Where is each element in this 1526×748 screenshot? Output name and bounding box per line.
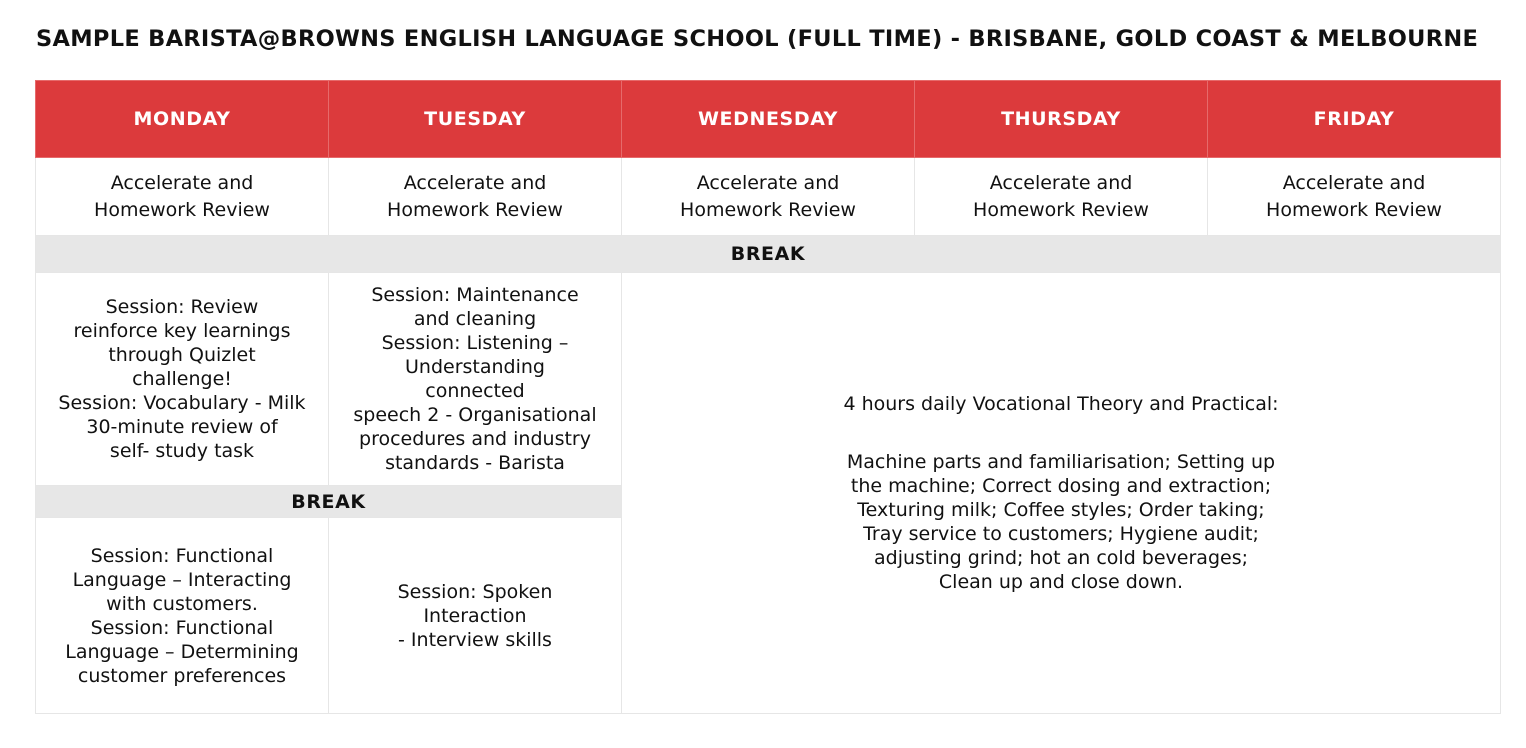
session-line: procedures and industry	[359, 428, 591, 450]
session-line: and cleaning	[413, 308, 537, 330]
morning-line: Homework Review	[94, 198, 270, 221]
session-line: 30-minute review of	[86, 416, 278, 438]
morning-line: Accelerate and	[989, 171, 1133, 194]
session-line: Session: Review	[105, 296, 259, 318]
session-line: speech 2 - Organisational	[353, 404, 597, 426]
break-label: BREAK	[36, 486, 622, 518]
vocational-line: the machine; Correct dosing and extraction;	[850, 475, 1272, 497]
break-label: BREAK	[36, 236, 1501, 273]
session-line: Understanding	[405, 356, 545, 378]
day-header-wednesday: WEDNESDAY	[622, 81, 915, 158]
morning-line: Homework Review	[387, 198, 563, 221]
day-header-thursday: THURSDAY	[915, 81, 1208, 158]
session-line: reinforce key learnings	[73, 320, 291, 342]
break-row	[36, 236, 1501, 273]
monday-session-2	[36, 518, 329, 714]
day-header-friday: FRIDAY	[1208, 81, 1501, 158]
morning-line: Homework Review	[973, 198, 1149, 221]
session-line: Session: Spoken	[397, 580, 553, 603]
morning-cell-friday	[1208, 158, 1501, 236]
session-line: Session: Vocabulary - Milk	[58, 392, 306, 414]
vocational-cell	[622, 273, 1501, 714]
vocational-line: Texturing milk; Coffee styles; Order taking;	[857, 499, 1265, 521]
session-line: Language – Interacting	[72, 568, 292, 591]
weekly-timetable	[35, 80, 1501, 714]
day-header-tuesday: TUESDAY	[329, 81, 622, 158]
session-line: challenge!	[132, 368, 232, 390]
session-line: Session: Functional	[90, 544, 274, 567]
session-line: customer preferences	[77, 664, 287, 687]
session-line: Language – Determining	[65, 640, 299, 663]
session-line: self- study task	[109, 440, 255, 462]
vocational-line: Machine parts and familiarisation; Setting up	[846, 451, 1276, 473]
session-line: Session: Functional	[90, 616, 274, 639]
tuesday-session-2	[329, 518, 622, 714]
vocational-heading: 4 hours daily Vocational Theory and Practical:	[843, 393, 1279, 415]
morning-cell-tuesday	[329, 158, 622, 236]
day-header-monday: MONDAY	[36, 81, 329, 158]
session-line: standards - Barista	[385, 452, 565, 474]
session-row-1	[36, 273, 1501, 486]
page-title: SAMPLE BARISTA@BROWNS ENGLISH LANGUAGE SCHOOL (FULL TIME) - BRISBANE, GOLD COAST & MELBOURNE	[36, 26, 1479, 52]
morning-cell-thursday	[915, 158, 1208, 236]
morning-line: Accelerate and	[1282, 171, 1426, 194]
session-line: with customers.	[106, 592, 258, 615]
morning-line: Homework Review	[1266, 198, 1442, 221]
session-line: Interaction	[423, 604, 527, 627]
morning-line: Homework Review	[680, 198, 856, 221]
session-line: connected	[425, 380, 525, 402]
morning-row	[36, 158, 1501, 236]
day-header-row	[36, 81, 1501, 158]
morning-line: Accelerate and	[403, 171, 547, 194]
session-line: - Interview skills	[398, 628, 552, 651]
vocational-line: adjusting grind; hot an cold beverages;	[873, 547, 1248, 569]
tuesday-session-1	[329, 273, 622, 486]
morning-cell-wednesday	[622, 158, 915, 236]
morning-cell-monday	[36, 158, 329, 236]
session-line: Session: Listening –	[381, 332, 569, 354]
morning-line: Accelerate and	[696, 171, 840, 194]
vocational-line: Clean up and close down.	[938, 571, 1184, 593]
vocational-line: Tray service to customers; Hygiene audit;	[863, 523, 1259, 545]
morning-line: Accelerate and	[110, 171, 254, 194]
vocational-gap	[628, 416, 1494, 450]
monday-session-1	[36, 273, 329, 486]
session-line: through Quizlet	[108, 344, 256, 366]
session-line: Session: Maintenance	[371, 284, 579, 306]
